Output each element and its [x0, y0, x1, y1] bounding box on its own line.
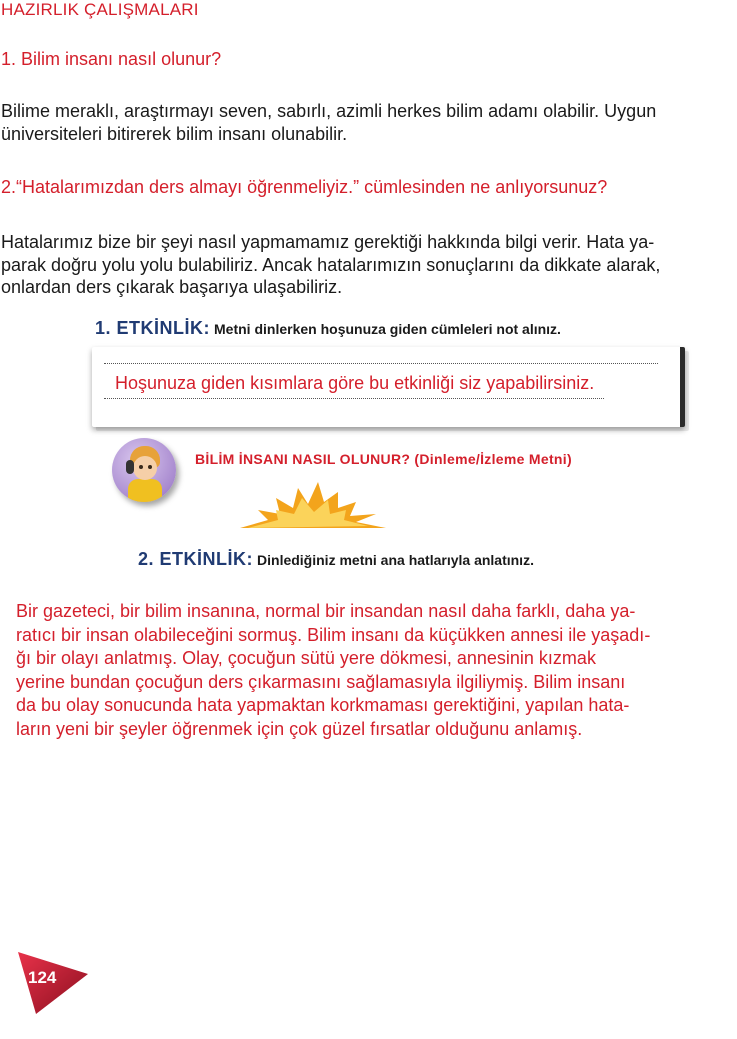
answer-1-line: Bilime meraklı, araştırmayı seven, sabırlı, azimli herkes bilim adamı olabilir. Uygun: [1, 101, 657, 121]
sunburst-decoration-icon: [238, 480, 388, 532]
story-line: da bu olay sonucunda hata yapmaktan korkmaması gerektiğini, yapılan hata-: [16, 695, 630, 715]
activity-1-label: 1. ETKİNLİK:: [95, 318, 211, 338]
question-2: 2.“Hatalarımızdan ders almayı öğrenmeliyiz.” cümlesinden ne anlıyorsunuz?: [1, 177, 608, 197]
question-1: 1. Bilim insanı nasıl olunur?: [1, 49, 222, 69]
answer-2-line: parak doğru yolu yolu bulabiliriz. Ancak hatalarımızın sonuçlarını da dikkate alarak,: [1, 254, 661, 275]
dotted-line: [104, 398, 604, 399]
activity-1-answer: Hoşunuza giden kısımlara göre bu etkinliği siz yapabilirsiniz.: [115, 373, 595, 393]
activity-2-answer: [16, 600, 716, 741]
answer-2-line: onlardan ders çıkarak başarıya ulaşabiliriz.: [1, 277, 343, 297]
activity-1-title: [95, 318, 561, 339]
dotted-line: [104, 363, 658, 364]
story-line: ların yeni bir şeyler öğrenmek için çok güzel fırsatlar olduğunu anlamış.: [16, 718, 583, 739]
answer-1-line: üniversiteleri bitirerek bilim insanı olunabilir.: [1, 123, 348, 144]
page-number-badge: [18, 952, 90, 1016]
activity-2-label: 2. ETKİNLİK:: [138, 549, 254, 569]
activity-1-instruction: Metni dinlerken hoşunuza giden cümleleri not alınız.: [214, 321, 561, 337]
answer-2-line: Hatalarımız bize bir şeyi nasıl yapmamamız gerektiği hakkında bilgi verir. Hata ya-: [1, 232, 655, 252]
activity-2-title: [138, 549, 534, 570]
answer-2: [1, 231, 729, 299]
section-heading: HAZIRLIK ÇALIŞMALARI: [1, 0, 199, 19]
listening-text-title: BİLİM İNSANI NASIL OLUNUR? (Dinleme/İzleme Metni): [195, 451, 572, 467]
story-line: ğı bir olayı anlatmış. Olay, çocuğun sütü yere dökmesi, annesinin kızmak: [16, 648, 596, 668]
story-line: Bir gazeteci, bir bilim insanına, normal bir insandan nasıl daha farklı, daha ya-: [16, 601, 636, 621]
student-avatar-icon: [112, 438, 176, 502]
page-number: 124: [28, 968, 57, 987]
answer-1: [1, 100, 729, 145]
story-line: yerine bundan çocuğun ders çıkarmasını sağlamasıyla ilgiliymiş. Bilim insanı: [16, 671, 626, 692]
activity-2-instruction: Dinlediğiniz metni ana hatlarıyla anlatınız.: [257, 552, 534, 568]
story-line: ratıcı bir insan olabileceğini sormuş. Bilim insanı da küçükken annesi ile yaşadı-: [16, 624, 651, 645]
